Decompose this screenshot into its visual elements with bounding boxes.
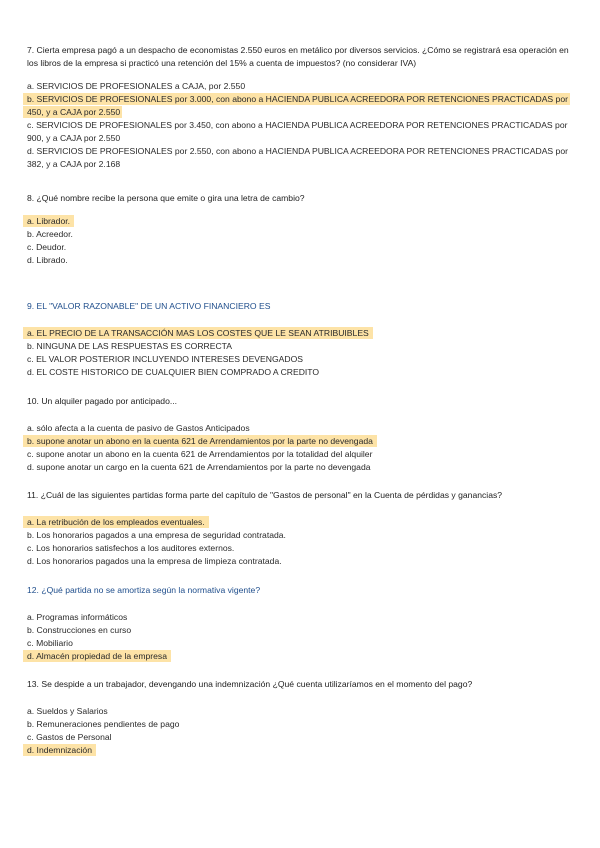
- option-d: d. Los honorarios pagados una la empresa de limpieza contratada.: [27, 556, 282, 566]
- question-title: 7. Cierta empresa pagó a un despacho de economistas 2.550 euros en metálico por diversos servicios. ¿Cómo se registrará esa operación en los libros de la empresa si practicó una retención del 15% a cuenta de impuestos? (no considerar IVA): [27, 45, 569, 68]
- option-a: a. Librador.: [27, 215, 575, 228]
- question-13: [27, 678, 575, 757]
- option-b: b. supone anotar un abono en la cuenta 621 de Arrendamientos por la parte no devengada: [27, 435, 575, 448]
- option-c: c. Mobiliario: [27, 638, 73, 648]
- option-b: b. Remuneraciones pendientes de pago: [27, 719, 180, 729]
- question-title: 10. Un alquiler pagado por anticipado...: [27, 396, 178, 406]
- option-b: b. Los honorarios pagados a una empresa de seguridad contratada.: [27, 530, 286, 540]
- question-8: [27, 192, 575, 267]
- option-d: d. Almacén propiedad de la empresa: [27, 650, 575, 663]
- question-7: [27, 44, 575, 171]
- option-a: a. sólo afecta a la cuenta de pasivo de Gastos Anticipados: [27, 423, 250, 433]
- option-d: d. supone anotar un cargo en la cuenta 621 de Arrendamientos por la parte no devengada: [27, 462, 371, 472]
- question-title: 11. ¿Cuál de las siguientes partidas forma parte del capítulo de "Gastos de personal" en la Cuenta de pérdidas y ganancias?: [27, 490, 503, 500]
- option-c: c. EL VALOR POSTERIOR INCLUYENDO INTERESES DEVENGADOS: [27, 354, 304, 364]
- question-title: 12. ¿Qué partida no se amortiza según la normativa vigente?: [27, 585, 261, 595]
- option-c: c. Los honorarios satisfechos a los auditores externos.: [27, 543, 235, 553]
- option-a: a. La retribución de los empleados eventuales.: [27, 516, 575, 529]
- option-d: d. Indemnización: [27, 744, 575, 757]
- option-d: d. SERVICIOS DE PROFESIONALES por 2.550, con abono a HACIENDA PUBLICA ACREEDORA POR RETENCIONES PRACTICADAS por 382, y a CAJA por 2.168: [27, 146, 568, 169]
- question-10: [27, 395, 575, 474]
- option-c: c. supone anotar un abono en la cuenta 621 de Arrendamientos por la totalidad del alquiler: [27, 449, 373, 459]
- option-b: b. Acreedor.: [27, 229, 73, 239]
- question-title: 13. Se despide a un trabajador, devengando una indemnización ¿Qué cuenta utilizaríamos en el momento del pago?: [27, 679, 473, 689]
- option-a: a. Sueldos y Salarios: [27, 706, 108, 716]
- option-d: d. EL COSTE HISTORICO DE CUALQUIER BIEN COMPRADO A CREDITO: [27, 367, 320, 377]
- option-c: c. Gastos de Personal: [27, 732, 112, 742]
- option-c: c. SERVICIOS DE PROFESIONALES por 3.450, con abono a HACIENDA PUBLICA ACREEDORA POR RETENCIONES PRACTICADAS por 900, y a CAJA por 2.550: [27, 120, 568, 143]
- option-a: a. EL PRECIO DE LA TRANSACCIÓN MAS LOS COSTES QUE LE SEAN ATRIBUIBLES: [27, 327, 575, 340]
- option-a: a. Programas informáticos: [27, 612, 128, 622]
- option-c: c. Deudor.: [27, 242, 67, 252]
- option-b: b. Construcciones en curso: [27, 625, 132, 635]
- option-a: a. SERVICIOS DE PROFESIONALES a CAJA, por 2.550: [27, 81, 246, 91]
- option-b: b. NINGUNA DE LAS RESPUESTAS ES CORRECTA: [27, 341, 233, 351]
- question-11: [27, 489, 575, 568]
- question-title: 9. EL "VALOR RAZONABLE" DE UN ACTIVO FINANCIERO ES: [27, 301, 271, 311]
- option-d: d. Librado.: [27, 255, 68, 265]
- option-b: b. SERVICIOS DE PROFESIONALES por 3.000, con abono a HACIENDA PUBLICA ACREEDORA POR RETENCIONES PRACTICADAS por 450, y a CAJA por 2.550: [27, 93, 575, 119]
- question-12: [27, 584, 575, 663]
- question-9: [27, 300, 575, 379]
- question-title: 8. ¿Qué nombre recibe la persona que emite o gira una letra de cambio?: [27, 193, 305, 203]
